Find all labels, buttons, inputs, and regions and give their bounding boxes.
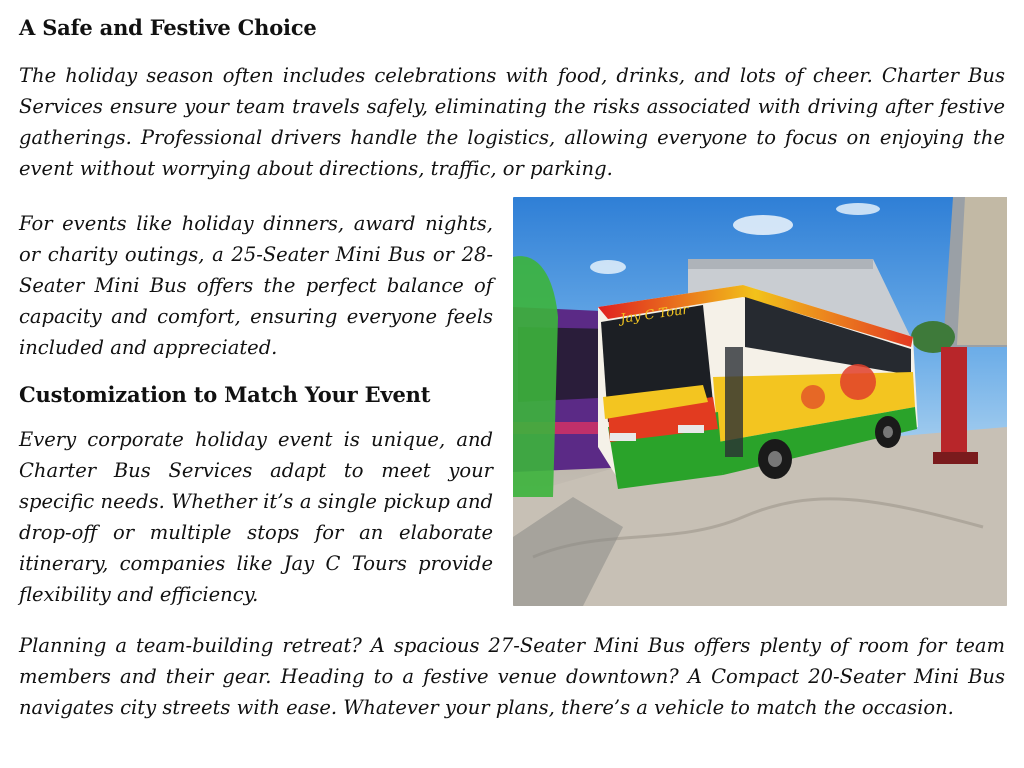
section-heading-customization: Customization to Match Your Event [19, 382, 431, 407]
paragraph-team-building: Planning a team-building retreat? A spacious 27-Seater Mini Bus offers plenty of room for team members and their gear. Heading to a festive venue downtown? A Compact 20-Seater Mini Bus navigates city streets with ease. Whatever your plans, there’s a vehicle to match the occasion. [19, 634, 1005, 719]
bus-logo-text: Jay C Tour [619, 302, 690, 327]
bus-photo [513, 197, 1007, 606]
paragraph-corporate-event: Every corporate holiday event is unique, and Charter Bus Services adapt to meet your specific needs. Whether it’s a single pickup and drop-off or multiple stops for an elaborate itinerary, companies like Jay C Tours provide flexibility and efficiency. [19, 428, 493, 606]
paragraph-holiday-season: The holiday season often includes celebrations with food, drinks, and lots of cheer. Charter Bus Services ensure your team travels safely, eliminating the risks associated with driving after festive gatherings. Professional drivers handle the logistics, allowing everyone to focus on enjoying the event without worrying about directions, traffic, or parking. [19, 64, 1005, 180]
section-heading-safe-festive: A Safe and Festive Choice [19, 15, 317, 40]
paragraph-events-mini-bus: For events like holiday dinners, award nights, or charity outings, a 25-Seater Mini Bus or 28-Seater Mini Bus offers the perfect balance of capacity and comfort, ensuring everyone feels included and appreciated. [19, 212, 493, 359]
